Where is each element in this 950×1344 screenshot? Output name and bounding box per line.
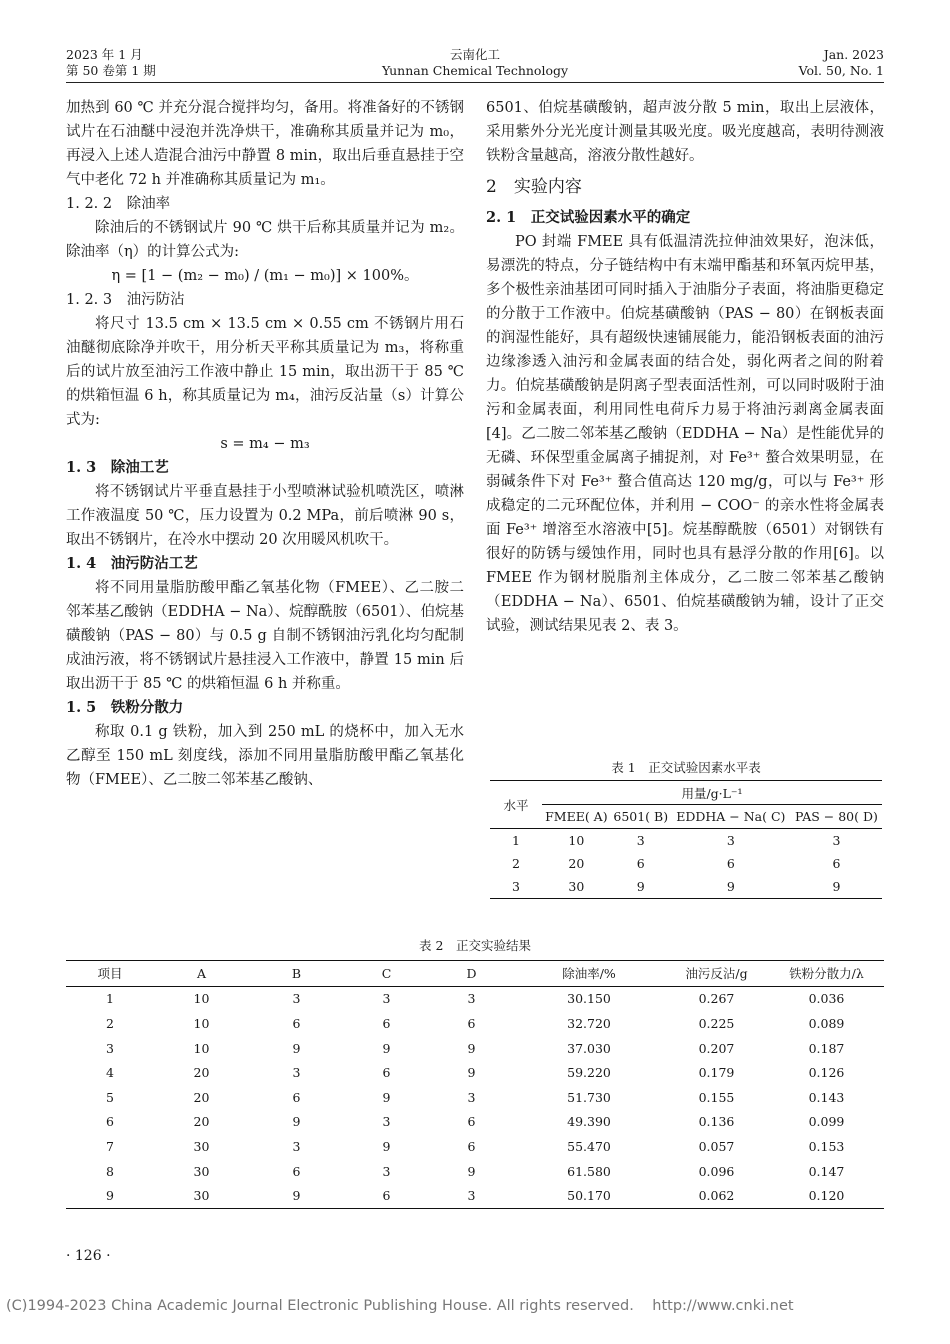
- copyright-notice: (C)1994-2023 China Academic Journal Electronic Publishing House. All rights reserved. http://www.cnki.net: [6, 1298, 794, 1314]
- table-row: [66, 1011, 884, 1036]
- table-cell: 2: [512, 856, 520, 871]
- table-cell: 6: [292, 1163, 301, 1179]
- header-date-en: Jan. 2023: [823, 47, 884, 62]
- table-row: [66, 1036, 884, 1061]
- table-cell: 20: [193, 1089, 210, 1105]
- table-cell: 0.120: [808, 1188, 845, 1204]
- table-cell: 3: [292, 991, 301, 1007]
- table-cell: 59.220: [567, 1065, 611, 1081]
- table-cell: 9: [832, 879, 841, 894]
- table-cell: 32.720: [567, 1015, 611, 1031]
- paragraph: 6501、伯烷基磺酸钠，超声波分散 5 min，取出上层液体，采用紫外分光光度计测量其吸光度。吸光度越高，表明待测液铁粉含量越高，溶液分散性越好。: [486, 100, 884, 164]
- paragraph: 称取 0.1 g 铁粉，加入到 250 mL 的烧杯中，加入无水乙醇至 150 mL 刻度线，添加不同用量脂肪酸甲酯乙氧基化物（FMEE）、乙二胺二邻苯基乙酸钠、: [66, 724, 464, 788]
- table-cell: 9: [382, 1089, 391, 1105]
- table-cell: 6: [292, 1089, 301, 1105]
- table-cell: 6: [467, 1114, 476, 1130]
- section-heading: 1. 3 除油工艺: [66, 459, 169, 476]
- table-cell: 9: [292, 1114, 301, 1130]
- chapter-heading: 2 实验内容: [486, 177, 582, 197]
- table2-col-header: 除油率/%: [562, 966, 616, 982]
- journal-title-cn: 云南化工: [449, 47, 500, 62]
- table-cell: 0.143: [808, 1089, 845, 1105]
- table-cell: 6: [382, 1065, 391, 1081]
- header-date: 2023 年 1 月: [66, 47, 143, 62]
- table-cell: 1: [512, 833, 520, 848]
- table-cell: 9: [467, 1040, 476, 1056]
- section-heading: 1. 5 铁粉分散力: [66, 699, 184, 716]
- table2-col-header: C: [381, 965, 392, 981]
- table2-caption: 表 2 正交实验结果: [419, 938, 531, 953]
- table1-level-header: 水平: [503, 797, 529, 813]
- table-cell: 9: [292, 1188, 301, 1204]
- table-cell: 30: [568, 879, 585, 894]
- paragraph: 将不同用量脂肪酸甲酯乙氧基化物（FMEE）、乙二胺二邻苯基乙酸钠（EDDHA − Na）、烷醇酰胺（6501）、伯烷基磺酸钠（PAS − 80）与 0.5 g 自制不锈钢油污乳化均匀配制成油污液，将不锈钢试片悬挂浸入工作液中，静置 15 min 后取出沥干于 85 ℃ 的烘箱恒温 6 h 并称重。: [66, 580, 464, 692]
- table-cell: 9: [106, 1188, 114, 1204]
- table-cell: 3: [292, 1138, 301, 1154]
- table-cell: 0.207: [698, 1040, 735, 1056]
- table-cell: 9: [382, 1138, 391, 1154]
- table-cell: 9: [382, 1040, 391, 1056]
- table2-col-header: 铁粉分散力/λ: [789, 966, 864, 982]
- table-cell: 3: [382, 1114, 391, 1130]
- paragraph: 将尺寸 13.5 cm × 13.5 cm × 0.55 cm 不锈钢片用石油醚彻底除净并吹干，用分析天平称其质量记为 m₃，将称重后的试片放至油污工作液中静止 15 min，取出沥干于 85 ℃ 的烘箱恒温 6 h，称其质量记为 m₄，油污反沾量（s）计算公式为:: [66, 316, 464, 428]
- table1-col-header: FMEE( A): [545, 809, 608, 824]
- table-cell: 0.225: [698, 1015, 735, 1031]
- table-cell: 49.390: [567, 1114, 611, 1130]
- table-row: [66, 1085, 884, 1110]
- table-cell: 6: [467, 1138, 476, 1154]
- paragraph: 除油后的不锈钢试片 90 ℃ 烘干后称其质量并记为 m₂。除油率（η）的计算公式为:: [66, 220, 464, 260]
- table2-col-header: 项目: [97, 966, 123, 982]
- header-center: [375, 47, 575, 79]
- table-cell: 9: [292, 1040, 301, 1056]
- table-cell: 6: [726, 856, 735, 871]
- subsection-heading: 1. 2. 2 除油率: [66, 196, 171, 212]
- table-cell: 10: [193, 1040, 210, 1056]
- table-cell: 0.153: [808, 1138, 845, 1154]
- table-cell: 5: [106, 1089, 114, 1105]
- table-cell: 0.155: [698, 1089, 735, 1105]
- table-row: [66, 1159, 884, 1184]
- table-cell: 0.057: [698, 1138, 735, 1154]
- table-row: [490, 829, 882, 853]
- table-cell: 55.470: [567, 1138, 611, 1154]
- table-cell: 20: [193, 1114, 210, 1130]
- table-cell: 6: [832, 856, 841, 871]
- header-right: [799, 47, 884, 79]
- table-row: [66, 1134, 884, 1159]
- table-cell: 6: [636, 856, 645, 871]
- header-left: [66, 47, 156, 79]
- table1: [490, 780, 882, 899]
- table-cell: 20: [568, 856, 585, 871]
- table-cell: 3: [512, 879, 520, 894]
- table-cell: 50.170: [567, 1188, 611, 1204]
- equation-redeposition: s = m₄ − m₃: [220, 436, 310, 452]
- journal-title-en: Yunnan Chemical Technology: [381, 63, 569, 78]
- table-cell: 0.099: [808, 1114, 845, 1130]
- table-cell: 4: [106, 1065, 114, 1081]
- table-cell: 9: [467, 1065, 476, 1081]
- header-volume: 第 50 卷第 1 期: [66, 63, 156, 78]
- table1-col-header: PAS − 80( D): [794, 809, 878, 824]
- table-cell: 8: [106, 1163, 114, 1179]
- table-cell: 6: [106, 1114, 114, 1130]
- table-cell: 30: [193, 1138, 210, 1154]
- table-cell: 0.179: [698, 1065, 735, 1081]
- table-cell: 3: [832, 833, 841, 848]
- table1-group-header: 用量/g·L⁻¹: [542, 781, 882, 805]
- table-cell: 9: [636, 879, 645, 894]
- table2-col-header: A: [196, 965, 207, 981]
- table-cell: 3: [106, 1040, 114, 1056]
- table-cell: 20: [193, 1065, 210, 1081]
- section-heading: 2. 1 正交试验因素水平的确定: [486, 209, 691, 226]
- table2-body: [66, 986, 884, 1208]
- table-cell: 30.150: [567, 991, 611, 1007]
- table-cell: 6: [467, 1015, 476, 1031]
- table2-col-header: D: [466, 965, 477, 981]
- table-cell: 10: [568, 833, 585, 848]
- table2-col-header: 油污反沾/g: [685, 966, 748, 982]
- subsection-heading: 1. 2. 3 油污防沾: [66, 292, 185, 308]
- table-cell: 3: [467, 1188, 476, 1204]
- paragraph: PO 封端 FMEE 具有低温清洗拉伸油效果好，泡沫低，易漂洗的特点，分子链结构中有末端甲酯基和环氧丙烷甲基，多个极性亲油基团可同时插入于油脂分子表面，将油脂更稳定的分散于工作液中。伯烷基磺酸钠（PAS − 80）在钢板表面的润湿性能好，具有超级快速铺展能力，能沿钢板表面的油污边缘渗透入油污和金属表面的结合处，弱化两者之间的附着力。伯烷基磺酸钠是阴离子型表面活性剂，可以同时吸附于油污和金属表面，利用同性电荷斥力易于将油污剥离金属表面[4]。乙二胺二邻苯基乙酸钠（EDDHA − Na）是性能优异的无磷、环保型重金属离子捕捉剂，对 Fe³⁺ 螯合效果明显，在弱碱条件下对 Fe³⁺ 螯合值高达 120 mg/g，可以与 Fe³⁺ 形成稳定的二元环配位体，并利用 − COO⁻ 的亲水性将金属表面 Fe³⁺ 增溶至水溶液中[5]。烷基醇酰胺（6501）对钢铁有很好的防锈与缓蚀作用，同时也具有悬浮分散的作用[6]。以 FMEE 作为钢材脱脂剂主体成分，乙二胺二邻苯基乙酸钠（EDDHA − Na）、6501、伯烷基磺酸钠为辅，设计了正交试验，测试结果见表 2、表 3。: [486, 234, 884, 634]
- table-cell: 37.030: [567, 1040, 611, 1056]
- table-cell: 2: [106, 1015, 114, 1031]
- table-row: [490, 875, 882, 899]
- table-row: [490, 852, 882, 875]
- table-cell: 6: [292, 1015, 301, 1031]
- table-cell: 10: [193, 1015, 210, 1031]
- table1-col-header: 6501( B): [613, 809, 669, 824]
- table-cell: 7: [106, 1138, 114, 1154]
- table-cell: 0.096: [698, 1163, 735, 1179]
- table-cell: 0.062: [698, 1188, 735, 1204]
- table-cell: 9: [726, 879, 735, 894]
- table1-col-header: EDDHA − Na( C): [676, 809, 786, 824]
- table-cell: 0.126: [808, 1065, 845, 1081]
- table-cell: 9: [467, 1163, 476, 1179]
- equation-oil-removal: η = [1 − (m₂ − m₀) / (m₁ − m₀)] × 100%。: [111, 268, 419, 284]
- section-heading: 1. 4 油污防沾工艺: [66, 555, 198, 572]
- table-row: [66, 986, 884, 1011]
- table-cell: 6: [382, 1188, 391, 1204]
- table-cell: 1: [106, 991, 114, 1007]
- table-cell: 0.036: [808, 991, 845, 1007]
- table-cell: 0.187: [808, 1040, 845, 1056]
- table-cell: 10: [193, 991, 210, 1007]
- table-cell: 3: [382, 991, 391, 1007]
- table-row: [66, 1060, 884, 1085]
- table-cell: 0.136: [698, 1114, 735, 1130]
- header-volume-en: Vol. 50, No. 1: [798, 63, 884, 78]
- table-cell: 3: [636, 833, 645, 848]
- table-cell: 51.730: [567, 1089, 611, 1105]
- table-cell: 0.147: [808, 1163, 845, 1179]
- table1-caption: 表 1 正交试验因素水平表: [611, 760, 761, 775]
- table-row: [66, 1183, 884, 1208]
- table-cell: 3: [467, 991, 476, 1007]
- table-cell: 0.089: [808, 1015, 845, 1031]
- table-cell: 0.267: [698, 991, 735, 1007]
- table-cell: 3: [292, 1065, 301, 1081]
- left-column: [66, 96, 464, 792]
- table-row: [66, 1110, 884, 1135]
- page-number: · 126 ·: [66, 1248, 111, 1264]
- table-cell: 61.580: [567, 1163, 611, 1179]
- paragraph: 加热到 60 ℃ 并充分混合搅拌均匀，备用。将准备好的不锈钢试片在石油醚中浸泡并洗净烘干，准确称其质量并记为 m₀，再浸入上述人造混合油污中静置 8 min，取出后垂直悬挂于空气中老化 72 h 并准确称其质量记为 m₁。: [66, 100, 464, 188]
- table-cell: 6: [382, 1015, 391, 1031]
- table-cell: 3: [467, 1089, 476, 1105]
- table-cell: 30: [193, 1188, 210, 1204]
- header-rule: [66, 82, 884, 83]
- paragraph: 将不锈钢试片平垂直悬挂于小型喷淋试验机喷洗区，喷淋工作液温度 50 ℃，压力设置为 0.2 MPa，前后喷淋 90 s，取出不锈钢片，在冷水中摆动 20 次用暖风机吹干。: [66, 484, 464, 548]
- table2: [66, 960, 884, 1209]
- table-cell: 3: [726, 833, 735, 848]
- table-cell: 3: [382, 1163, 391, 1179]
- table-cell: 30: [193, 1163, 210, 1179]
- table2-col-header: B: [291, 965, 302, 981]
- right-column: [486, 96, 884, 638]
